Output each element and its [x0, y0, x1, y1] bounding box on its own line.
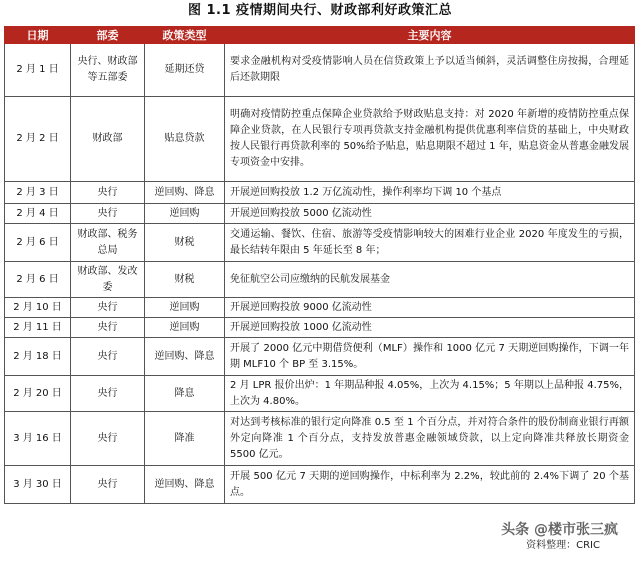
table-row: [5, 262, 635, 298]
row-content: 2 月 LPR 报价出炉：1 年期品种报 4.05%，上次为 4.15%；5 年期以上品种报 4.75%，上次为 4.80%。: [225, 376, 635, 412]
row-date: 2 月 3 日: [5, 182, 71, 204]
row-dept: 财政部、发改委: [71, 262, 145, 298]
row-dept: 央行: [71, 298, 145, 318]
row-dept: 财政部、税务总局: [71, 224, 145, 262]
row-dept: 央行: [71, 204, 145, 224]
table-row: [5, 182, 635, 204]
row-dept: 财政部: [71, 97, 145, 182]
row-content: 要求金融机构对受疫情影响人员在信贷政策上予以适当倾斜，灵活调整住房按揭，合理延后还款期限: [225, 44, 635, 97]
table-row: [5, 224, 635, 262]
row-dept: 央行: [71, 466, 145, 504]
table-row: [5, 338, 635, 376]
row-type: 逆回购、降息: [145, 182, 225, 204]
row-dept: 央行: [71, 412, 145, 466]
row-type: 逆回购: [145, 298, 225, 318]
row-content: 开展 500 亿元 7 天期的逆回购操作，中标利率为 2.2%，较此前的 2.4%下调了 20 个基点。: [225, 466, 635, 504]
header-dept: 部委: [71, 27, 145, 44]
row-date: 2 月 18 日: [5, 338, 71, 376]
page-title: 图 1.1 疫情期间央行、财政部利好政策汇总: [187, 3, 453, 18]
row-type: 延期还贷: [145, 44, 225, 97]
row-type: 财税: [145, 262, 225, 298]
header-date: 日期: [5, 27, 71, 44]
table-row: [5, 376, 635, 412]
row-content: 开展逆回购投放 1000 亿流动性: [225, 318, 635, 338]
row-dept: 央行: [71, 318, 145, 338]
row-content: 开展逆回购投放 5000 亿流动性: [225, 204, 635, 224]
row-content: 开展逆回购投放 9000 亿流动性: [225, 298, 635, 318]
table-row: [5, 44, 635, 97]
table-header-row: [5, 27, 635, 44]
row-dept: 央行: [71, 376, 145, 412]
row-date: 2 月 11 日: [5, 318, 71, 338]
row-type: 贴息贷款: [145, 97, 225, 182]
table-row: [5, 97, 635, 182]
header-content: 主要内容: [225, 27, 635, 44]
row-dept: 央行: [71, 182, 145, 204]
row-date: 2 月 10 日: [5, 298, 71, 318]
row-dept: 央行: [71, 338, 145, 376]
table-row: [5, 204, 635, 224]
row-content: 对达到考核标准的银行定向降准 0.5 至 1 个百分点，并对符合条件的股份制商业银行再额外定向降准 1 个百分点，支持发放普惠金融领域贷款，以上定向降准共释放长期资金 5500 亿元。: [225, 412, 635, 466]
row-type: 降准: [145, 412, 225, 466]
row-dept: 央行、财政部等五部委: [71, 44, 145, 97]
header-type: 政策类型: [145, 27, 225, 44]
table-row: [5, 318, 635, 338]
row-type: 逆回购: [145, 204, 225, 224]
row-date: 3 月 16 日: [5, 412, 71, 466]
row-date: 2 月 6 日: [5, 224, 71, 262]
row-type: 逆回购、降息: [145, 338, 225, 376]
row-type: 逆回购、降息: [145, 466, 225, 504]
table-row: [5, 466, 635, 504]
row-date: 2 月 20 日: [5, 376, 71, 412]
row-date: 3 月 30 日: [5, 466, 71, 504]
row-date: 2 月 4 日: [5, 204, 71, 224]
row-content: 开展逆回购投放 1.2 万亿流动性，操作利率均下调 10 个基点: [225, 182, 635, 204]
row-content: 交通运输、餐饮、住宿、旅游等受疫情影响较大的困难行业企业 2020 年度发生的亏损，最长结转年限由 5 年延长至 8 年；: [225, 224, 635, 262]
table-row: [5, 298, 635, 318]
row-type: 逆回购: [145, 318, 225, 338]
source-note: 资料整理：CRIC: [526, 540, 600, 551]
policy-table: [4, 26, 635, 504]
row-date: 2 月 1 日: [5, 44, 71, 97]
row-type: 财税: [145, 224, 225, 262]
row-date: 2 月 6 日: [5, 262, 71, 298]
row-type: 降息: [145, 376, 225, 412]
row-content: 免征航空公司应缴纳的民航发展基金: [225, 262, 635, 298]
row-content: 开展了 2000 亿元中期借贷便利（MLF）操作和 1000 亿元 7 天期逆回购操作，下调一年期 MLF10 个 BP 至 3.15%。: [225, 338, 635, 376]
row-date: 2 月 2 日: [5, 97, 71, 182]
table-row: [5, 412, 635, 466]
row-content: 明确对疫情防控重点保障企业贷款给予财政贴息支持：对 2020 年新增的疫情防控重点保障企业贷款，在人民银行专项再贷款支持金融机构提供优惠利率信贷的基础上，中央财政按人民银行再贷款利率的 50%给予贴息，贴息期限不超过 1 年，贴息资金从普惠金融发展专项资金中安排。: [225, 97, 635, 182]
watermark: 头条 @楼市张三疯: [501, 522, 618, 538]
